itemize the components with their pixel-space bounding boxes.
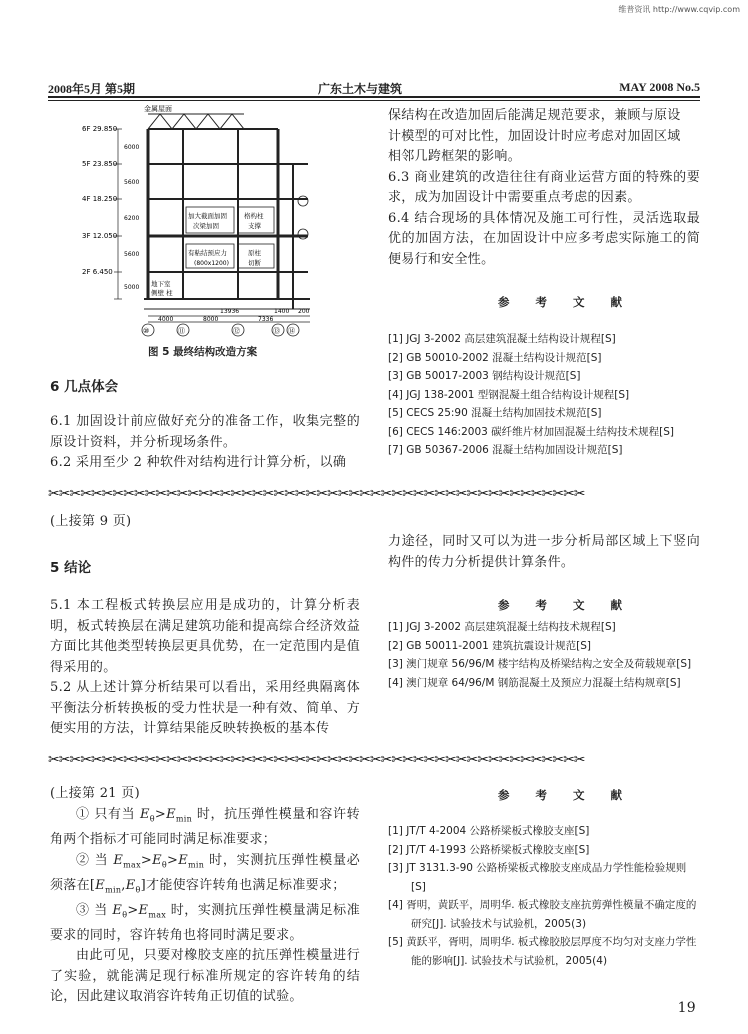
journal-title: 广东土木与建筑 (318, 82, 403, 96)
references-heading: 参 考 文 献 (498, 788, 634, 802)
top-right-text (388, 106, 700, 270)
references-heading: 参 考 文 献 (498, 295, 634, 309)
dim-label: 6000 (124, 144, 140, 151)
dim-label: 5000 (124, 284, 140, 291)
para-6-3: 6.3 商业建筑的改造往往有商业运营方面的特殊的要求，成为加固设计中需要重点考虑的因素。 (388, 169, 700, 205)
continued-from-note: (上接第 9 页) (50, 514, 132, 529)
floor-5-label: 5F 23.850 (82, 160, 118, 168)
floor-2-label: 2F 6.450 (82, 268, 113, 276)
box-label: 加大截面加固 (188, 212, 227, 220)
box-label: 原柱 (248, 249, 261, 257)
roof-label: 金属屋面 (144, 105, 172, 113)
dim-label: 5600 (124, 251, 140, 258)
item-2: ② 当 $E_{max}>E_\theta>E_{min}$ 时，实测抗压弹性模量必须落在$[E_{min},E_\theta]$才能使容许转角也满足标准要求； (50, 852, 361, 895)
para-5-2: 5.2 从上述计算分析结果可以看出，采用经典隔离体平衡法分析转换板的受力性状是一种有效、简单、方便实用的方法，计算结果能反映转换板的基本传 (50, 680, 360, 736)
para-6-4: 6.4 结合现场的具体情况及施工可行性，灵活选取最优的加固方法，在加固设计中应多考虑实际施工的简便易行和安全性。 (388, 210, 700, 267)
basement-label: 地下室 (151, 280, 171, 288)
mid-left-text (50, 596, 360, 740)
box-label: 次梁加固 (193, 222, 219, 230)
axis-label: ⑩ (143, 327, 150, 335)
figure-caption: 图 5 最终结构改造方案 (148, 346, 258, 358)
para-5-1: 5.1 本工程板式转换层应用是成功的，计算分析表明，板式转换层在满足建筑功能和提高综合经济效益方面比其他类型转换层更具优势，在一定范围内是值得采用的。 (50, 598, 360, 675)
para-continuation-line: 计模型的可对比性，加固设计时应考虑对加固区域 (388, 128, 681, 144)
span-label: 13936 (220, 308, 240, 315)
para-6-1: 6.1 加固设计前应做好充分的准备工作，收集完整的原设计资料，并分析现场条件。 (50, 414, 360, 450)
box-label: 格构柱 (244, 212, 264, 220)
floor-4-label: 4F 18.250 (82, 195, 118, 203)
header-left: 2008年5月 第5期 (48, 82, 136, 96)
span-label: 200 (298, 308, 310, 315)
axis-label: ⑪ (178, 327, 185, 335)
header-rule (48, 96, 700, 98)
reference-item: [7] GB 50367-2006 混凝土结构加固设计规范[S] (388, 444, 623, 456)
header-rule-thin (48, 100, 700, 101)
box-label: 有粘结预应力 (188, 249, 227, 257)
page-number: 19 (677, 1000, 696, 1016)
section-separator: ✂✂✂✂✂✂✂✂✂✂✂✂✂✂✂✂✂✂✂✂✂✂✂✂✂✂✂✂✂✂✂✂✂✂✂✂✂✂✂✂✂✂✂✂✂✂✂✂✂✂ (48, 752, 585, 768)
dim-label: 5600 (124, 179, 140, 186)
reference-item: [2] GB 50011-2001 建筑抗震设计规范[S] (388, 639, 591, 652)
para-6-2: 6.2 采用至少 2 种软件对结构进行计算分析，以确 (50, 455, 347, 470)
axis-label: ⑭ (288, 327, 295, 335)
reference-item: [4] 胥明，黄跃平，周明华. 板式橡胶支座抗剪弹性模量不确定度的研究[J]. 试验技术与试验机，2005(3) (388, 899, 697, 930)
box-label: 支撑 (248, 222, 261, 230)
reference-item: [1] JGJ 3-2002 高层建筑混凝土结构技术规程[S] (388, 621, 616, 633)
section-separator: ✂✂✂✂✂✂✂✂✂✂✂✂✂✂✂✂✂✂✂✂✂✂✂✂✂✂✂✂✂✂✂✂✂✂✂✂✂✂✂✂✂✂✂✂✂✂✂✂✂✂ (48, 486, 585, 502)
dim-label: 6200 (124, 215, 140, 222)
floor-3-label: 3F 12.050 (82, 232, 118, 240)
structure-figure (48, 104, 378, 340)
item-3: ③ 当 $E_\theta>E_{max}$ 时，实测抗压弹性模量满足标准要求的同时，容许转角也将同时满足要求。 (50, 902, 360, 943)
mid-right-text (388, 532, 700, 573)
reference-item: [4] JGJ 138-2001 型钢混凝土组合结构设计规程[S] (388, 388, 630, 401)
references-heading: 参 考 文 献 (498, 598, 634, 612)
watermark: 维普资讯 http://www.cqvip.com (618, 5, 740, 14)
reference-item: [5] CECS 25:90 混凝土结构加固技术规范[S] (388, 407, 602, 419)
reference-item: [1] JGJ 3-2002 高层建筑混凝土结构设计规程[S] (388, 333, 616, 345)
top-left-text (50, 412, 360, 474)
reference-item: [3] 澳门规章 56/96/M 楼宇结构及桥梁结构之安全及荷载规章[S] (388, 658, 692, 670)
span-label: 8000 (203, 316, 219, 323)
references-list (388, 618, 700, 692)
reference-item: [3] JT 3131.3-90 公路桥梁板式橡胶支座成品力学性能检验规则[S] (388, 862, 687, 893)
item-1: ① 只有当 $E_\theta>E_{min}$ 时，抗压弹性模量和容许转角两个指标才可能同时满足标准要求； (50, 807, 360, 848)
reference-item: [2] JT/T 4-1993 公路桥梁板式橡胶支座[S] (388, 843, 590, 856)
section-heading-5: 5 结论 (50, 560, 92, 576)
reference-item: [2] GB 50010-2002 混凝土结构设计规范[S] (388, 351, 602, 364)
reference-item: [4] 澳门规章 64/96/M 钢筋混凝土及预应力混凝土结构规章[S] (388, 676, 681, 689)
references-list (388, 822, 700, 970)
axis-label: ⑬ (273, 327, 280, 335)
section-heading-6: 6 几点体会 (50, 379, 119, 395)
span-label: 4000 (158, 316, 174, 323)
reference-item: [5] 黄跃平，胥明，周明华. 板式橡胶胶层厚度不均匀对支座力学性能的影响[J]. 试验技术与试验机，2005(4) (388, 936, 697, 967)
header-right: MAY 2008 No.5 (619, 80, 700, 94)
axis-label: ⑫ (233, 327, 240, 335)
floor-6-label: 6F 29.850 (82, 125, 118, 133)
box-label: 切断 (248, 259, 261, 267)
para-continuation: 力途径，同时又可以为进一步分析局部区域上下竖向构件的传力分析提供计算条件。 (388, 534, 700, 570)
bottom-left-text (50, 805, 360, 1008)
basement-label: 侧壁 柱 (151, 289, 173, 297)
reference-item: [3] GB 50017-2003 钢结构设计规范[S] (388, 370, 581, 382)
references-list (388, 330, 700, 460)
span-label: 1400 (274, 308, 290, 315)
reference-item: [1] JT/T 4-2004 公路桥梁板式橡胶支座[S] (388, 825, 590, 837)
para-continuation-line: 相邻几跨框架的影响。 (388, 149, 522, 164)
span-label: 7336 (258, 316, 274, 323)
para-continuation-line: 保结构在改造加固后能满足规范要求，兼顾与原设 (388, 108, 681, 123)
conclusion-paragraph: 由此可见，只要对橡胶支座的抗压弹性模量进行了实验，就能满足现行标准所规定的容许转角的结论，因此建议取消容许转角正切值的试验。 (50, 948, 360, 1005)
box-label: (800x1200) (194, 260, 229, 267)
continued-from-note: (上接第 21 页) (50, 786, 140, 801)
reference-item: [6] CECS 146:2003 碳纤维片材加固混凝土结构技术规程[S] (388, 425, 675, 438)
